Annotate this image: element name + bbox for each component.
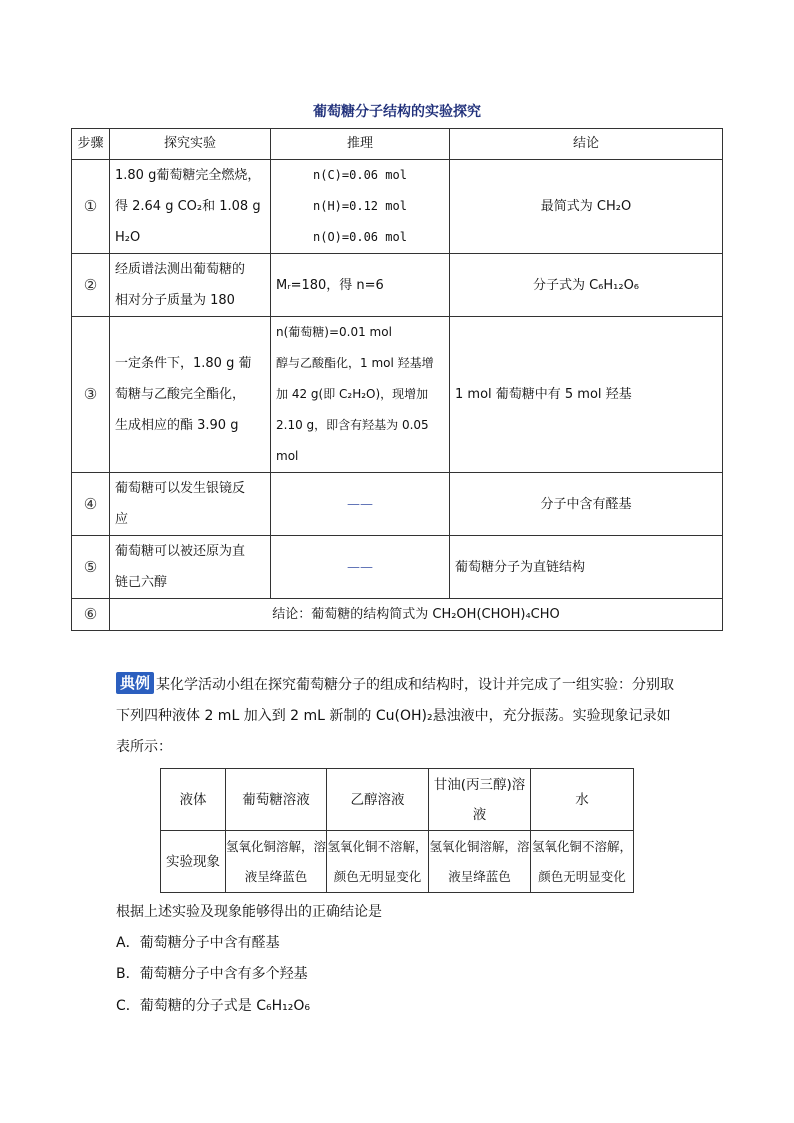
reasoning-cell: —— — [271, 536, 450, 599]
table-header-row — [72, 129, 723, 160]
reasoning-cell — [271, 317, 450, 473]
experiment-cell — [110, 473, 271, 536]
header-step: 步骤 — [72, 129, 110, 160]
conclusion-cell: 1 mol 葡萄糖中有 5 mol 羟基 — [450, 317, 723, 473]
text-line: 1.80 g葡萄糖完全燃烧， — [115, 168, 261, 183]
text-line: n(葡萄糖)=0.01 mol — [276, 325, 392, 339]
text-line: 经质谱法测出葡萄糖的 — [115, 262, 246, 277]
text-line: 葡萄糖可以被还原为直 — [115, 544, 246, 559]
text-line: 相对分子质量为 180 — [115, 293, 235, 308]
option-a: A．葡萄糖分子中含有醛基 — [116, 935, 280, 951]
step-number: ③ — [72, 317, 110, 473]
text-line: mol — [276, 449, 299, 463]
text-line: 萄糖与乙酸完全酯化， — [115, 387, 246, 402]
obs-header-ethanol: 乙醇溶液 — [327, 769, 429, 831]
experiment-cell — [110, 317, 271, 473]
obs-header-liquid: 液体 — [161, 769, 226, 831]
experiment-cell — [110, 254, 271, 317]
example-badge: 典例 — [116, 672, 154, 694]
experiment-cell — [110, 536, 271, 599]
obs-header-glucose: 葡萄糖溶液 — [226, 769, 327, 831]
header-experiment: 探究实验 — [110, 129, 271, 160]
conclusion-cell: 最简式为 CH₂O — [450, 160, 723, 254]
table-row — [72, 536, 723, 599]
text-line: 醇与乙酸酯化，1 mol 羟基增 — [276, 356, 434, 370]
obs-cell: 氢氧化铜溶解，溶液呈绛蓝色 — [226, 831, 327, 893]
table-row — [72, 473, 723, 536]
page-title: 葡萄糖分子结构的实验探究 — [313, 104, 481, 120]
table-row — [72, 160, 723, 254]
obs-row-label: 实验现象 — [161, 831, 226, 893]
text-line: 链己六醇 — [115, 575, 168, 590]
obs-cell: 氢氧化铜不溶解，颜色无明显变化 — [327, 831, 429, 893]
text-line: 应 — [115, 512, 129, 527]
table-row-final — [72, 599, 723, 631]
question-text: 根据上述实验及现象能够得出的正确结论是 — [116, 904, 382, 920]
conclusion-cell: 葡萄糖分子为直链结构 — [450, 536, 723, 599]
example-paragraph — [116, 670, 676, 763]
text-line: 加 42 g(即 C₂H₂O)，现增加 — [276, 387, 429, 401]
step-number: ⑤ — [72, 536, 110, 599]
obs-cell: 氢氧化铜溶解，溶液呈绛蓝色 — [429, 831, 531, 893]
table-row — [72, 317, 723, 473]
text-line: 生成相应的酯 3.90 g — [115, 418, 239, 433]
experiment-cell — [110, 160, 271, 254]
text-line: 一定条件下，1.80 g 葡 — [115, 356, 252, 371]
header-reasoning: 推理 — [271, 129, 450, 160]
text-line: H₂O — [115, 230, 141, 245]
step-number: ④ — [72, 473, 110, 536]
reasoning-cell: —— — [271, 473, 450, 536]
obs-cell: 氢氧化铜不溶解，颜色无明显变化 — [531, 831, 634, 893]
reasoning-cell — [271, 160, 450, 254]
option-c: C．葡萄糖的分子式是 C₆H₁₂O₆ — [116, 998, 310, 1014]
table-row — [161, 831, 634, 893]
observation-table — [160, 768, 634, 893]
obs-header-glycerol: 甘油(丙三醇)溶液 — [429, 769, 531, 831]
conclusion-cell: 分子式为 C₆H₁₂O₆ — [450, 254, 723, 317]
text-line: n(H)=0.12 mol — [313, 199, 407, 213]
final-conclusion: 结论：葡萄糖的结构简式为 CH₂OH(CHOH)₄CHO — [110, 599, 723, 631]
text-line: n(O)=0.06 mol — [313, 230, 407, 244]
experiment-table — [71, 128, 723, 631]
table-row — [161, 769, 634, 831]
text-line: 2.10 g，即含有羟基为 0.05 — [276, 418, 429, 432]
text-line: 葡萄糖可以发生银镜反 — [115, 481, 246, 496]
step-number: ⑥ — [72, 599, 110, 631]
conclusion-cell: 分子中含有醛基 — [450, 473, 723, 536]
text-line: n(C)=0.06 mol — [313, 168, 407, 182]
table-row — [72, 254, 723, 317]
header-conclusion: 结论 — [450, 129, 723, 160]
step-number: ① — [72, 160, 110, 254]
obs-header-water: 水 — [531, 769, 634, 831]
text-line: Mᵣ=180，得 n=6 — [276, 277, 384, 293]
reasoning-cell — [271, 254, 450, 317]
step-number: ② — [72, 254, 110, 317]
text-line: 得 2.64 g CO₂和 1.08 g — [115, 199, 261, 214]
option-b: B．葡萄糖分子中含有多个羟基 — [116, 966, 308, 982]
example-text: 某化学活动小组在探究葡萄糖分子的组成和结构时，设计并完成了一组实验：分别取下列四种液体 2 mL 加入到 2 mL 新制的 Cu(OH)₂悬浊液中，充分振荡。实验现象记录如表所示： — [116, 677, 675, 755]
